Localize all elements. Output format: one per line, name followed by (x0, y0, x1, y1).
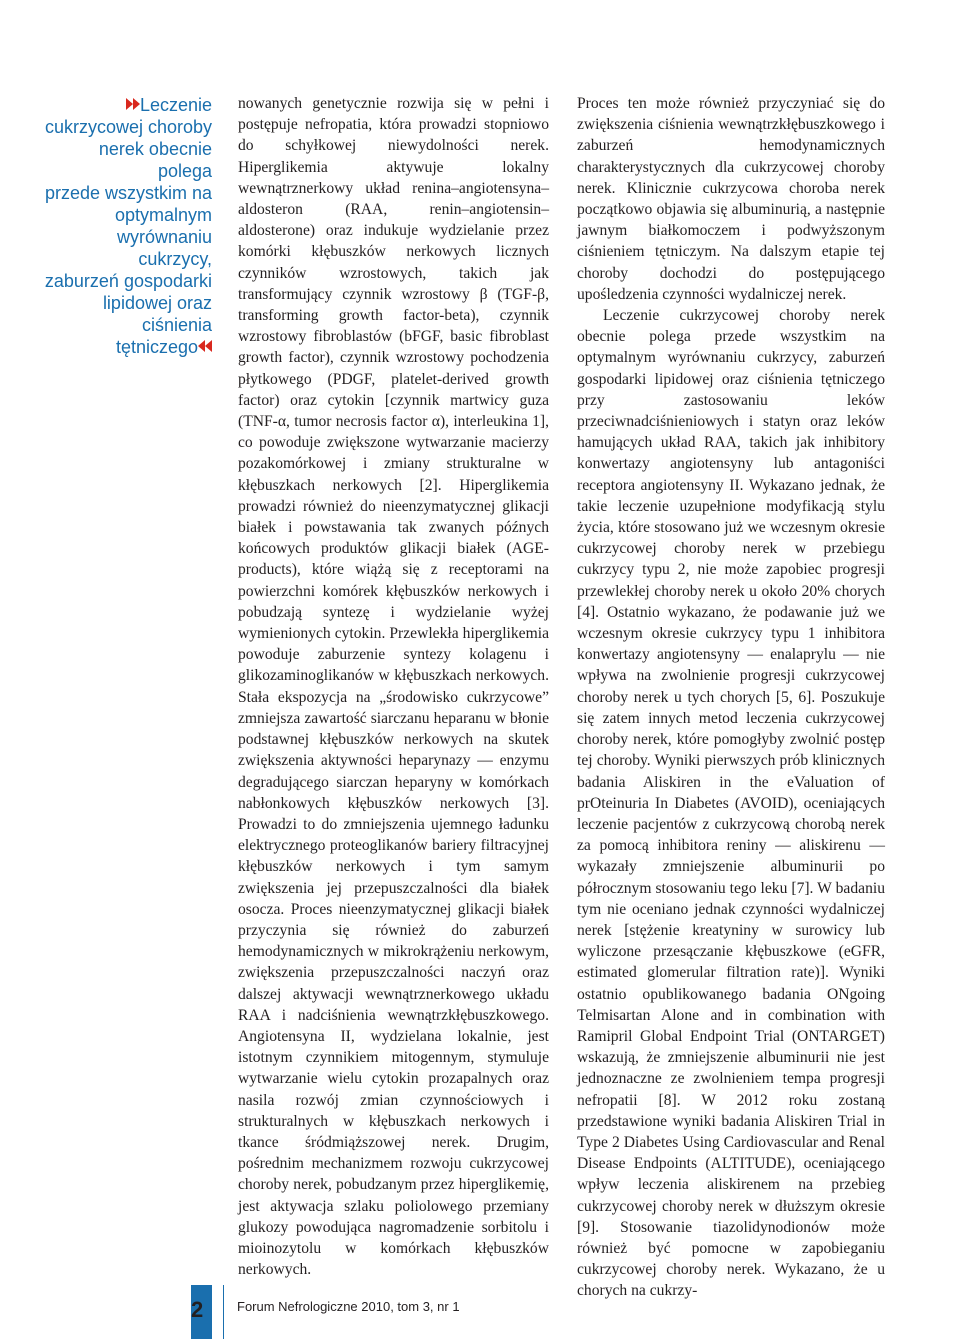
page-footer (0, 1285, 960, 1339)
pull-quote (40, 94, 212, 358)
journal-citation: Forum Nefrologiczne 2010, tom 3, nr 1 (237, 1299, 460, 1314)
paragraph: nowanych genetycznie rozwija się w pełni i postępuje nefropatia, która prowadzi stopniowo do schyłkowej niewydolności nerek. Hiperglikemia aktywuje lokalny wewnątrznerkowy układ renina–angiotensyna–aldosteron (RAA, renin–angiotensin–aldosterone) oraz indukuje wydzielanie przez komórki kłębuszków nerkowych licznych czynników wzrostowych, takich jak transformujący czynnik wzrostowy β (TGF-β, transforming growth factor-beta), czynnik wzrostowy fibroblastów (bFGF, basic fibroblast growth factor), czynnik wzrostowy pochodzenia płytkowego (PDGF, platelet-derived growth factor) oraz cytokin [czynnik martwicy guza (TNF-α, tumor necrosis factor α), interleukina 1], co powoduje zwiększone wytwarzanie macierzy pozakomórkowej i zmiany strukturalne w kłębuszkach nerkowych [2]. Hiperglikemia prowadzi również do nieenzymatycznej glikacji białek i powstawania tak zwanych późnych końcowych produktów glikacji białek (AGE-products), które wiążą się z receptorami na powierzchni komórek kłębuszków nerkowych i pobudzają syntezę i wydzielanie wyżej wymienionych cytokin. Przewlekła hiperglikemia powoduje zaburzenie syntezy kolagenu i glikozaminoglikanów w kłębuszkach nerkowych. Stała ekspozycja na „środowisko cukrzycowe” zmniejsza zawartość siarczanu heparanu w błonie podstawnej kłębuszków nerkowych na skutek zwiększenia aktywności heparynazy — enzymu degradującego siarczan heparyny w komórkach nabłonkowych kłębuszków nerkowych [3]. Prowadzi to do zmniejszenia ujemnego ładunku elektrycznego proteoglikanów bariery filtracyjnej kłębuszków nerkowych i tym samym zwiększenia jej przepuszczalności dla białek osocza. Proces nieenzymatycznej glikacji białek przyczynia się również do zaburzeń hemodynamicznych w mikrokrążeniu nerkowym, zwiększenia przepuszczalności naczyń oraz dalszej aktywacji wewnątrznerkowego układu RAA i nadciśnienia wewnątrzkłębuszkowego. Angiotensyna II, wydzielana lokalnie, jest istotnym czynnikiem mitogennym, stymuluje wytwarzanie wielu cytokin prozapalnych oraz nasila rozwój zmian czynnościowych i strukturalnych w kłębuszkach nerkowych i tkance śródmiąższowej nerek. Drugim, pośrednim mechanizmem rozwoju cukrzycowej choroby nerek, pobudzanym przez hiperglikemię, jest aktywacja szlaku poliolowego przemiany glukozy powodująca nagromadzenie sorbitolu i mioinozytolu w komórkach kłębuszków nerkowych. (238, 95, 549, 1279)
arrow-right-icon (133, 98, 140, 110)
text-column-right (577, 93, 885, 1302)
page-number: 2 (191, 1297, 204, 1322)
text-column-left (238, 93, 549, 1280)
paragraph: Proces ten może również przyczyniać się do zwiększenia ciśnienia wewnątrzkłębuszkowego i zaburzeń hemodynamicznych charakterystycznych dla cukrzycowej choroby nerek. Klinicznie cukrzycowa choroba nerek początkowo objawia się albuminurią, a następnie jawnym białkomoczem i podwyższonym ciśnieniem tętniczym. Na dalszym etapie tej choroby dochodzi do postępującego upośledzenia czynności wydalniczej nerek. (577, 95, 885, 303)
arrow-left-icon (205, 340, 212, 352)
arrow-left-icon (198, 340, 205, 352)
paragraph: Leczenie cukrzycowej choroby nerek obecnie polega przede wszystkim na optymalnym wyrównaniu cukrzycy, zaburzeń gospodarki lipidowej oraz ciśnienia tętniczego przy zastosowaniu leków przeciwnadciśnieniowych i statyn oraz leków hamujących układ RAA, takich jak inhibitory konwertazy angiotensyny lub antagoniści receptora angiotensyny II. Wykazano jednak, że takie leczenie uzupełnione modyfikacją stylu życia, które stosowano już we wczesnym okresie cukrzycowej choroby nerek w przebiegu cukrzycy typu 2, nie może zapobiec progresji przewlekłej choroby nerek u około 20% chorych [4]. Ostatnio wykazano, że podawanie już we wczesnym okresie cukrzycy typu 1 inhibitora konwertazy angiotensyny — enalaprylu — nie wpływa na zwolnienie progresji cukrzycowej choroby nerek u tych chorych [5, 6]. Poszukuje się zatem innych metod leczenia cukrzycowej choroby nerek, które pomogłyby zwolnić postęp tej choroby. Wyniki pierwszych prób klinicznych badania Aliskiren in the eValuation of prOteinuria In Diabetes (AVOID), oceniających leczenie pacjentów z cukrzycową chorobą nerek za pomocą inhibitora reniny — aliskirenu — wykazały zmniejszenie albuminurii po półrocznym stosowaniu tego leku [7]. W badaniu tym nie oceniano jednak czynności wydalniczej nerek [stężenie kreatyniny w surowicy lub wyliczone przesączanie kłębuszkowe (eGFR, estimated glomerular filtration rate)]. Wyniki ostatnio opublikowanego badania ONgoing Telmisartan Alone and in combination with Ramipril Global Endpoint Trial (ONTARGET) wskazują, że zmniejszenie albuminurii nie jest jednoznaczne ze zwolnieniem tempa progresji nefropatii [8]. W 2012 roku zostaną przedstawione wyniki badania Aliskiren Trial in Type 2 Diabetes Using Cardiovascular and Renal Disease Endpoints (ALTITUDE), oceniającego wpływ leczenia aliskirenem na przebieg cukrzycowej choroby nerek w dłuższym okresie [9]. Stosowanie tiazolidynodionów może również być pomocne w zapobieganiu cukrzycowej choroby nerek. Wykazano, że u chorych na cukrzy- (577, 307, 885, 1300)
footer-divider (223, 1285, 224, 1339)
pull-quote-text: Leczenie cukrzycowej choroby nerek obecnie polega przede wszystkim na optymalnym wyrównaniu cukrzycy, zaburzeń gospodarki lipidowej oraz ciśnienia tętniczego (44, 95, 212, 357)
arrow-right-icon (126, 98, 133, 110)
